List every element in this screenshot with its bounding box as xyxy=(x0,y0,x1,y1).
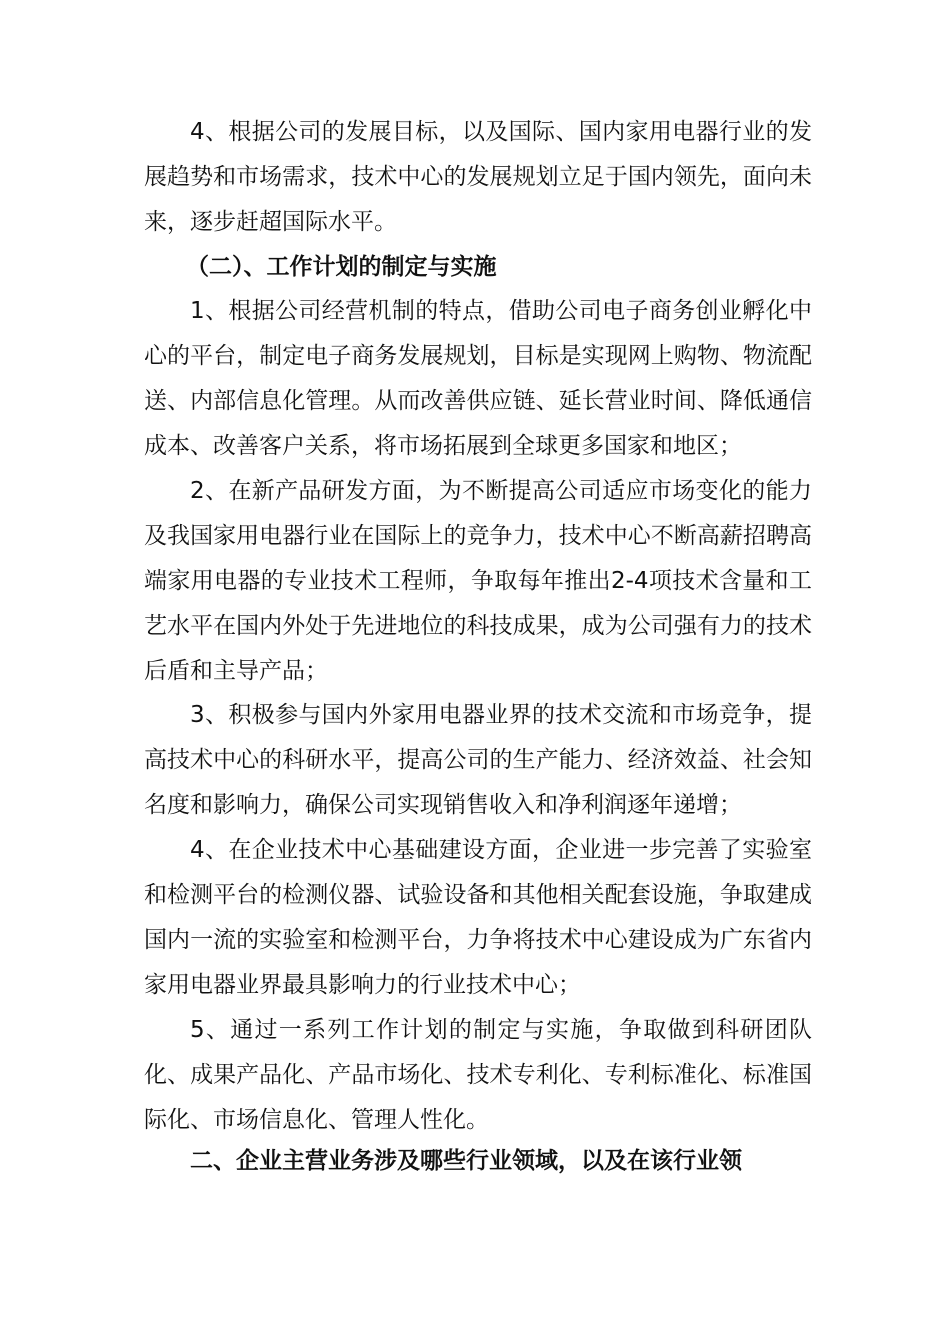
paragraph-plan-5: 5、通过一系列工作计划的制定与实施，争取做到科研团队化、成果产品化、产品市场化、技术专利化、专利标准化、标准国际化、市场信息化、管理人性化。 xyxy=(144,1017,812,1133)
paragraph-plan-3: 3、积极参与国内外家用电器业界的技术交流和市场竞争，提高技术中心的科研水平，提高公司的生产能力、经济效益、社会知名度和影响力，确保公司实现销售收入和净利润逐年递增； xyxy=(144,702,812,818)
paragraph-plan-1: 1、根据公司经营机制的特点，借助公司电子商务创业孵化中心的平台，制定电子商务发展规划，目标是实现网上购物、物流配送、内部信息化管理。从而改善供应链、延长营业时间、降低通信成本、改善客户关系，将市场拓展到全球更多国家和地区； xyxy=(144,298,812,459)
section-heading-main-business: 二、企业主营业务涉及哪些行业领域，以及在该行业领 xyxy=(190,1148,742,1174)
paragraph-plan-4: 4、在企业技术中心基础建设方面，企业进一步完善了实验室和检测平台的检测仪器、试验设备和其他相关配套设施，争取建成国内一流的实验室和检测平台，力争将技术中心建设成为广东省内家用电器业界最具影响力的行业技术中心； xyxy=(144,837,812,998)
paragraph-goal-4: 4、根据公司的发展目标，以及国际、国内家用电器行业的发展趋势和市场需求，技术中心的发展规划立足于国内领先，面向未来，逐步赶超国际水平。 xyxy=(144,119,812,235)
paragraph-plan-2: 2、在新产品研发方面，为不断提高公司适应市场变化的能力及我国家用电器行业在国际上的竞争力，技术中心不断高薪招聘高端家用电器的专业技术工程师，争取每年推出2-4项技术含量和工艺水平在国内外处于先进地位的科技成果，成为公司强有力的技术后盾和主导产品； xyxy=(144,478,812,684)
section-heading-work-plan: （二）、工作计划的制定与实施 xyxy=(186,254,497,280)
